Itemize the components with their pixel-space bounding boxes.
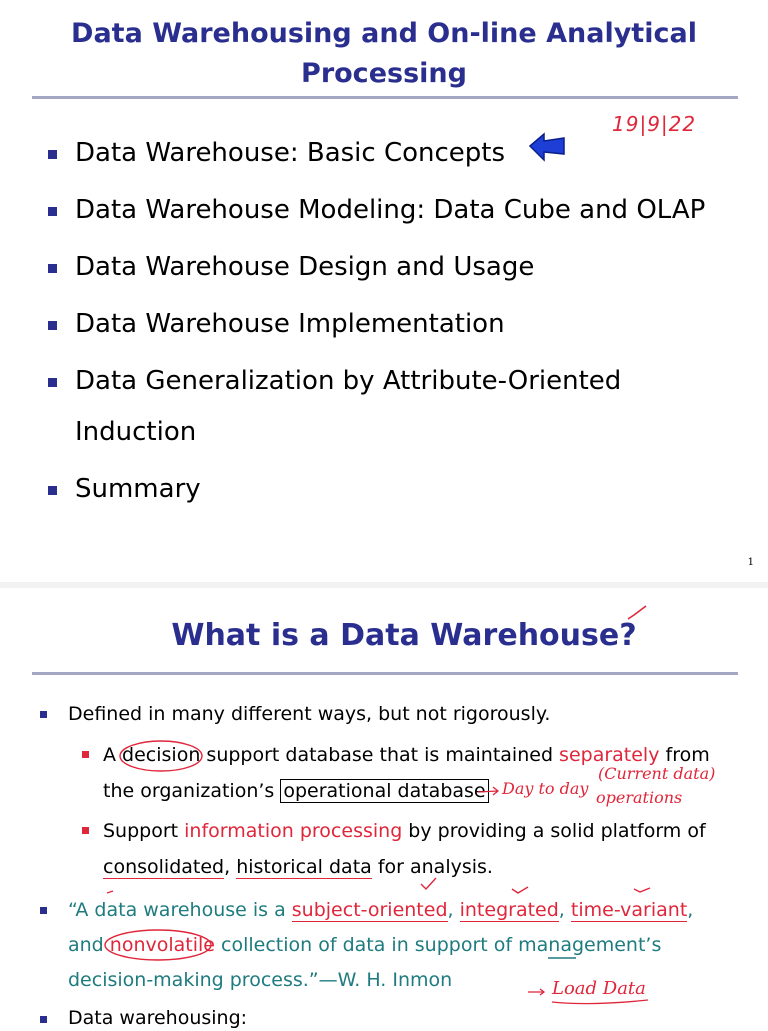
handwritten-operations: operations (596, 788, 683, 807)
bullet-summary: Summary (75, 474, 201, 504)
text-comma: , (447, 899, 460, 921)
bullet-square-icon (48, 378, 57, 387)
text-support: support database that is maintained (200, 744, 560, 766)
handwritten-current-data: (Current data) (598, 764, 716, 783)
text-collection: collection of data in support of management’s (215, 934, 662, 956)
text-a: A (103, 744, 123, 766)
quote-start: “A data warehouse is a (68, 899, 292, 921)
nonvolatile-term: nonvolatile (109, 934, 215, 956)
blue-arrow-pointer-icon (528, 132, 568, 166)
bullet-modeling: Data Warehouse Modeling: Data Cube and OLAP (75, 195, 706, 225)
text-comma: , (224, 856, 237, 878)
handwritten-load-data: Load Data (552, 978, 646, 999)
integrated-term: integrated (459, 899, 559, 921)
bullet-generalization: Data Generalization by Attribute-Oriented (75, 366, 622, 396)
bullet-square-icon (48, 207, 57, 216)
information-processing-phrase: information processing (184, 820, 403, 842)
time-variant-term: time-variant (570, 899, 688, 921)
slide-2-title: What is a Data Warehouse? (171, 618, 637, 653)
decision-word: decision (122, 744, 201, 766)
inmon-quote-line-3: decision-making process.”—W. H. Inmon (68, 969, 453, 991)
handwritten-day-to-day: Day to day (502, 779, 589, 798)
bullet-implementation: Data Warehouse Implementation (75, 309, 505, 339)
slide-2 (0, 588, 768, 1029)
text-support: Support (103, 820, 185, 842)
bullet-generalization-cont: Induction (75, 417, 197, 447)
operational-database-boxed: operational database (280, 779, 488, 803)
text-from: from (659, 744, 710, 766)
bullet-basic-concepts: Data Warehouse: Basic Concepts (75, 138, 506, 168)
text-organization: the organization’s (103, 780, 281, 802)
text-comma: , (687, 899, 694, 921)
text-analysis: for analysis. (371, 856, 493, 878)
consolidated-word: consolidated (103, 856, 225, 878)
text-and: and (68, 934, 110, 956)
red-ink-marks (0, 588, 768, 1024)
title-line-1: Data Warehousing and On-line Analytical (71, 18, 697, 49)
separately-word: separately (559, 744, 660, 766)
bullet-design-usage: Data Warehouse Design and Usage (75, 252, 535, 282)
title-divider (32, 96, 738, 99)
definition-intro: Defined in many different ways, but not rigorously. (68, 703, 551, 725)
slide-1-title (0, 14, 768, 94)
title-line-2: Processing (301, 58, 467, 89)
bullet-square-icon (48, 150, 57, 159)
bullet-square-icon (48, 486, 57, 495)
page-number: 1 (747, 557, 754, 568)
historical-data-phrase: historical data (236, 856, 372, 878)
text-comma: , (558, 899, 571, 921)
text-platform: by providing a solid platform of (402, 820, 706, 842)
bullet-square-icon (48, 264, 57, 273)
subject-oriented-term: subject-oriented (291, 899, 448, 921)
handwritten-date: 19|9|22 (612, 112, 697, 136)
data-warehousing-bullet: Data warehousing: (68, 1007, 248, 1029)
bullet-square-icon (48, 321, 57, 330)
